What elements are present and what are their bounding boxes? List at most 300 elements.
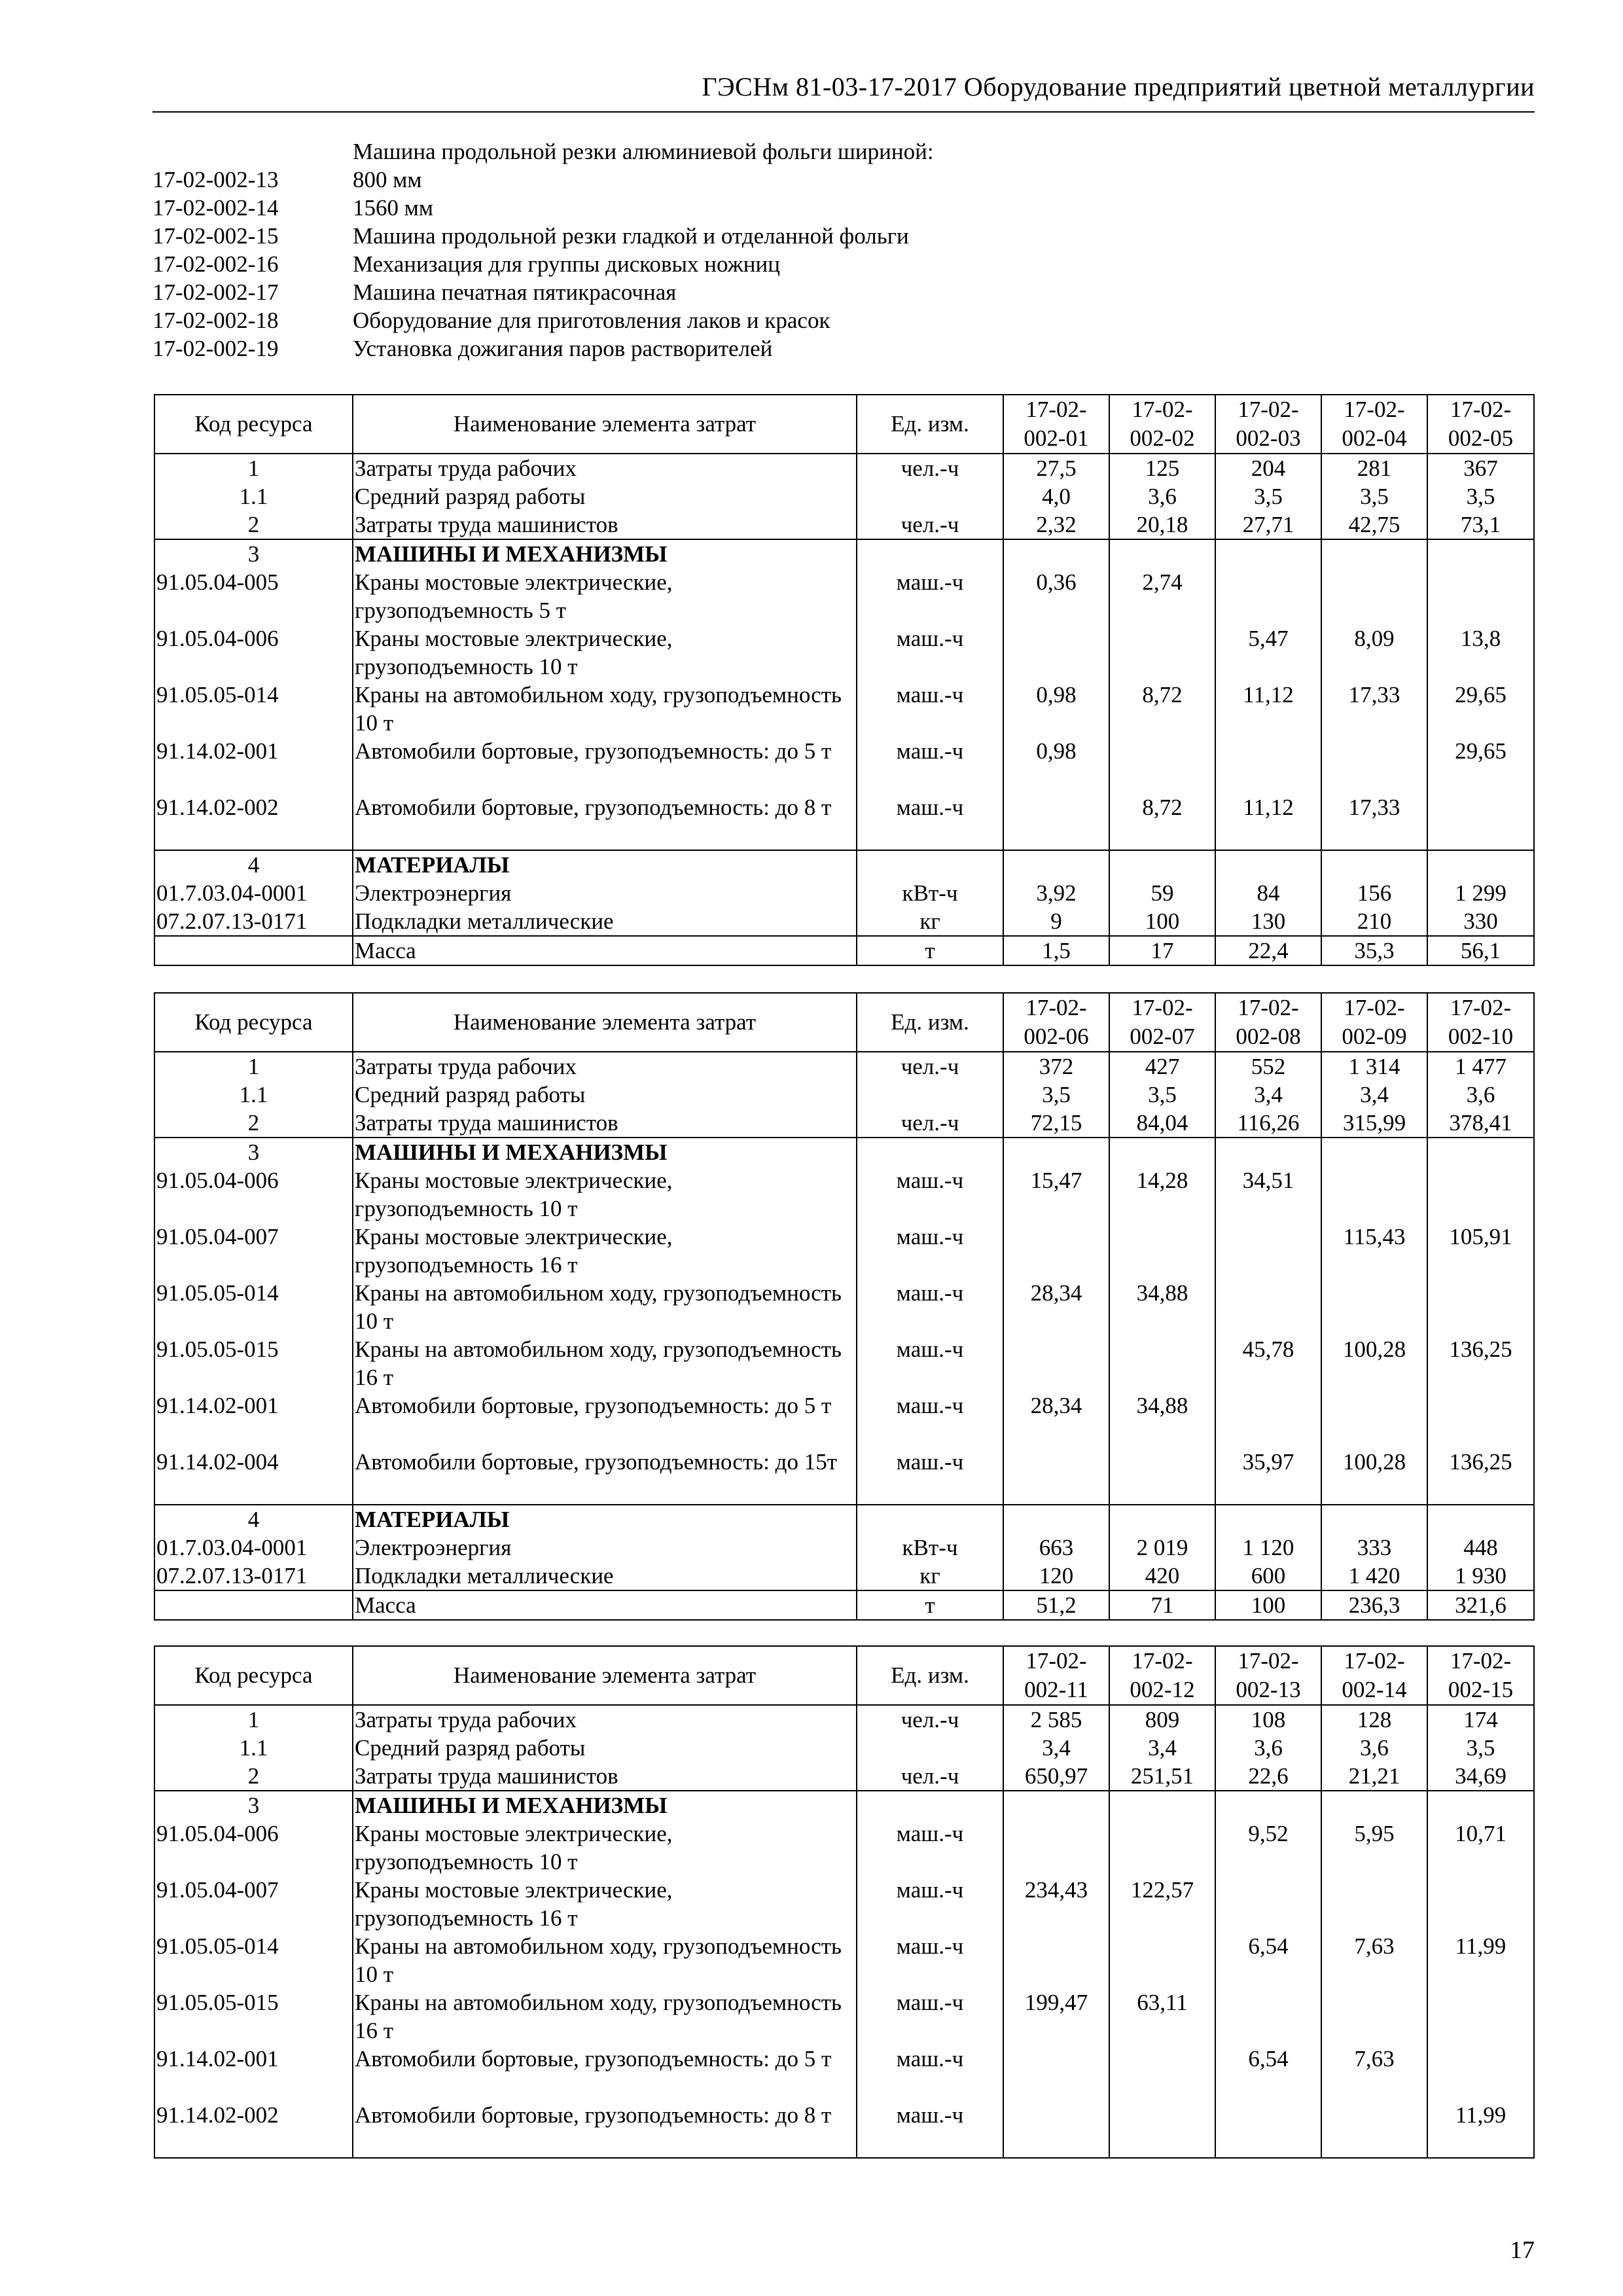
cell-name: Подкладки металлические [353, 1562, 857, 1590]
code-list-item [152, 250, 1334, 278]
cell-value [1109, 1448, 1215, 1505]
cell-value: 9 [1003, 907, 1109, 936]
cell-value: 3,5 [1215, 482, 1321, 511]
cell-value [1427, 1505, 1534, 1534]
cell-name: Автомобили бортовые, грузоподъемность: до 5 т [353, 737, 857, 793]
cell-unit [857, 539, 1003, 568]
cell-value: 72,15 [1003, 1109, 1109, 1138]
cell-value [1215, 568, 1321, 624]
cell-unit [857, 1791, 1003, 1820]
cell-unit: маш.-ч [857, 624, 1003, 681]
cell-value [1109, 1820, 1215, 1876]
cell-value: 27,5 [1003, 454, 1109, 482]
cell-value [1215, 1505, 1321, 1534]
cell-unit: маш.-ч [857, 1279, 1003, 1335]
cell-value: 100,28 [1321, 1448, 1427, 1505]
cell-value: 42,75 [1321, 511, 1427, 539]
page-header-title: ГЭСНм 81-03-17-2017 Оборудование предприятий цветной металлургии [702, 72, 1535, 101]
header-rate-code: 17-02- 002-14 [1321, 1646, 1427, 1705]
cell-value: 14,28 [1109, 1166, 1215, 1223]
cell-code: 3 [154, 539, 353, 568]
cell-unit: кг [857, 1562, 1003, 1590]
page-number [1510, 2236, 1535, 2265]
cell-unit: т [857, 1590, 1003, 1620]
cell-value [1321, 1391, 1427, 1448]
cell-value: 8,72 [1109, 793, 1215, 850]
cell-value [1109, 1791, 1215, 1820]
table-row [154, 936, 1534, 965]
cell-name: Средний разряд работы [353, 1734, 857, 1762]
cell-name: Затраты труда рабочих [353, 454, 857, 482]
cell-value [1109, 850, 1215, 879]
cell-value: 3,6 [1427, 1081, 1534, 1109]
cell-code: 91.05.05-014 [154, 681, 353, 737]
cell-code: 1 [154, 1052, 353, 1081]
cell-name: Автомобили бортовые, грузоподъемность: до 15т [353, 1448, 857, 1505]
cell-value: 27,71 [1215, 511, 1321, 539]
cell-value [1003, 1791, 1109, 1820]
cell-value [1003, 2101, 1109, 2158]
table-row [154, 1876, 1534, 1932]
header-rate-code: 17-02- 002-08 [1215, 993, 1321, 1052]
code-list-item [152, 166, 1334, 194]
cell-value: 125 [1109, 454, 1215, 482]
cell-name: Краны на автомобильном ходу, грузоподъемность 10 т [353, 1279, 857, 1335]
cell-code: 2 [154, 511, 353, 539]
header-rate-code: 17-02- 002-15 [1427, 1646, 1534, 1705]
cell-unit: маш.-ч [857, 2101, 1003, 2158]
cell-value: 100 [1215, 1590, 1321, 1620]
cell-value: 448 [1427, 1534, 1534, 1562]
cell-unit [857, 1734, 1003, 1762]
cell-value [1215, 1138, 1321, 1166]
cell-value: 8,72 [1109, 681, 1215, 737]
table-row [154, 1223, 1534, 1279]
cell-value: 21,21 [1321, 1762, 1427, 1791]
code-list-code: 17-02-002-13 [152, 167, 279, 192]
code-list-code: 17-02-002-19 [152, 336, 279, 361]
cell-value: 251,51 [1109, 1762, 1215, 1791]
cell-code: 91.05.04-006 [154, 1166, 353, 1223]
cell-code: 91.05.04-007 [154, 1223, 353, 1279]
cell-value [1215, 1391, 1321, 1448]
cell-value [1003, 624, 1109, 681]
cell-value: 45,78 [1215, 1335, 1321, 1391]
cell-value: 6,54 [1215, 2045, 1321, 2101]
cell-value [1109, 539, 1215, 568]
header-unit: Ед. изм. [857, 993, 1003, 1052]
code-list-item [152, 278, 1334, 306]
cell-unit: маш.-ч [857, 1820, 1003, 1876]
resource-table-3 [154, 1645, 1535, 2159]
cell-value [1321, 2101, 1427, 2158]
cell-unit: чел.-ч [857, 1052, 1003, 1081]
cell-value: 100,28 [1321, 1335, 1427, 1391]
cell-code: 4 [154, 850, 353, 879]
header-rate-code: 17-02- 002-04 [1321, 395, 1427, 454]
cell-unit: кВт-ч [857, 1534, 1003, 1562]
cell-value: 17 [1109, 936, 1215, 965]
cell-unit [857, 1081, 1003, 1109]
table-row [154, 681, 1534, 737]
cell-value [1427, 1876, 1534, 1932]
cell-value: 420 [1109, 1562, 1215, 1590]
code-list-code [152, 137, 353, 166]
cell-value: 63,11 [1109, 1988, 1215, 2045]
header-unit: Ед. изм. [857, 395, 1003, 454]
cell-code: 2 [154, 1762, 353, 1791]
table-row [154, 1791, 1534, 1820]
cell-code: 1.1 [154, 1081, 353, 1109]
cell-value [1003, 1932, 1109, 1988]
cell-value [1215, 1223, 1321, 1279]
cell-code: 07.2.07.13-0171 [154, 907, 353, 936]
cell-value: 34,88 [1109, 1279, 1215, 1335]
cell-value: 71 [1109, 1590, 1215, 1620]
cell-value: 7,63 [1321, 2045, 1427, 2101]
cell-value [1427, 793, 1534, 850]
cell-value [1215, 2101, 1321, 2158]
cell-unit: чел.-ч [857, 1762, 1003, 1791]
cell-unit: кг [857, 907, 1003, 936]
cell-value [1215, 737, 1321, 793]
table-row [154, 1448, 1534, 1505]
cell-value [1427, 539, 1534, 568]
cell-value: 29,65 [1427, 737, 1534, 793]
cell-value [1109, 1505, 1215, 1534]
cell-code: 91.14.02-002 [154, 2101, 353, 2158]
table-row [154, 1391, 1534, 1448]
cell-name: Краны на автомобильном ходу, грузоподъемность 10 т [353, 1932, 857, 1988]
table-row [154, 1762, 1534, 1791]
cell-unit: чел.-ч [857, 1705, 1003, 1734]
cell-value: 5,95 [1321, 1820, 1427, 1876]
cell-value [1321, 1505, 1427, 1534]
cell-value: 128 [1321, 1705, 1427, 1734]
cell-value: 136,25 [1427, 1335, 1534, 1391]
code-list-code: 17-02-002-18 [152, 308, 279, 333]
header-rate-code: 17-02- 002-06 [1003, 993, 1109, 1052]
cell-code: 01.7.03.04-0001 [154, 1534, 353, 1562]
cell-value: 367 [1427, 454, 1534, 482]
cell-code: 1 [154, 454, 353, 482]
cell-value [1003, 1138, 1109, 1166]
cell-unit: маш.-ч [857, 1988, 1003, 2045]
header-rate-code: 17-02- 002-02 [1109, 395, 1215, 454]
cell-value [1427, 1791, 1534, 1820]
cell-name: Автомобили бортовые, грузоподъемность: до 5 т [353, 1391, 857, 1448]
cell-name: Краны на автомобильном ходу, грузоподъемность 16 т [353, 1988, 857, 2045]
header-name: Наименование элемента затрат [353, 395, 857, 454]
cell-value: 11,99 [1427, 1932, 1534, 1988]
header-rate-code: 17-02- 002-09 [1321, 993, 1427, 1052]
cell-code: 91.14.02-002 [154, 793, 353, 850]
cell-value: 15,47 [1003, 1166, 1109, 1223]
cell-code: 3 [154, 1791, 353, 1820]
cell-value: 20,18 [1109, 511, 1215, 539]
cell-value [1321, 1166, 1427, 1223]
code-list-text: Машина печатная пятикрасочная [353, 279, 677, 305]
cell-unit: маш.-ч [857, 737, 1003, 793]
page-number-text: 17 [1510, 2236, 1535, 2264]
table-row [154, 1335, 1534, 1391]
table-row [154, 850, 1534, 879]
cell-value: 378,41 [1427, 1109, 1534, 1138]
cell-value: 29,65 [1427, 681, 1534, 737]
cell-name: Краны мостовые электрические, грузоподъемность 16 т [353, 1876, 857, 1932]
table-row [154, 737, 1534, 793]
cell-unit: чел.-ч [857, 511, 1003, 539]
cell-value [1427, 2045, 1534, 2101]
cell-name: Затраты труда машинистов [353, 1109, 857, 1138]
table-row [154, 1590, 1534, 1620]
cell-code: 91.05.05-015 [154, 1335, 353, 1391]
cell-value: 2,32 [1003, 511, 1109, 539]
cell-value: 2,74 [1109, 568, 1215, 624]
cell-value: 3,6 [1215, 1734, 1321, 1762]
cell-value [1109, 1223, 1215, 1279]
cell-value [1003, 1820, 1109, 1876]
cell-value: 1,5 [1003, 936, 1109, 965]
table-row [154, 539, 1534, 568]
cell-name: Средний разряд работы [353, 482, 857, 511]
cell-value: 84 [1215, 879, 1321, 907]
cell-value: 34,69 [1427, 1762, 1534, 1791]
cell-value: 1 120 [1215, 1534, 1321, 1562]
cell-value [1427, 568, 1534, 624]
header-code: Код ресурса [154, 395, 353, 454]
cell-value [1321, 737, 1427, 793]
cell-value: 11,12 [1215, 793, 1321, 850]
cell-name: Автомобили бортовые, грузоподъемность: до 8 т [353, 793, 857, 850]
cell-code: 91.14.02-004 [154, 1448, 353, 1505]
header-rate-code: 17-02- 002-01 [1003, 395, 1109, 454]
cell-value: 650,97 [1003, 1762, 1109, 1791]
cell-value: 130 [1215, 907, 1321, 936]
cell-value: 84,04 [1109, 1109, 1215, 1138]
code-list [152, 137, 1334, 363]
table-row [154, 624, 1534, 681]
cell-unit [857, 1505, 1003, 1534]
cell-value [1109, 2101, 1215, 2158]
cell-value [1321, 850, 1427, 879]
code-list-text: Установка дожигания паров растворителей [353, 336, 773, 361]
cell-unit [857, 1138, 1003, 1166]
cell-code: 91.05.05-015 [154, 1988, 353, 2045]
cell-value: 663 [1003, 1534, 1109, 1562]
cell-unit: чел.-ч [857, 454, 1003, 482]
cell-unit: маш.-ч [857, 1223, 1003, 1279]
cell-value: 204 [1215, 454, 1321, 482]
cell-value: 8,09 [1321, 624, 1427, 681]
cell-code: 91.05.04-005 [154, 568, 353, 624]
cell-value: 315,99 [1321, 1109, 1427, 1138]
cell-value: 28,34 [1003, 1391, 1109, 1448]
cell-code: 91.05.05-014 [154, 1932, 353, 1988]
cell-unit: т [857, 936, 1003, 965]
cell-value: 1 314 [1321, 1052, 1427, 1081]
cell-name: Краны мостовые электрические, грузоподъемность 16 т [353, 1223, 857, 1279]
code-list-item [152, 306, 1334, 334]
cell-name: Краны мостовые электрические, грузоподъемность 10 т [353, 1820, 857, 1876]
cell-value [1215, 1791, 1321, 1820]
code-list-text: Машина продольной резки гладкой и отделанной фольги [353, 223, 909, 249]
cell-value: 3,92 [1003, 879, 1109, 907]
code-list-text: Машина продольной резки алюминиевой фольги шириной: [353, 139, 934, 164]
cell-name: Электроэнергия [353, 879, 857, 907]
cell-value: 115,43 [1321, 1223, 1427, 1279]
cell-value: 73,1 [1427, 511, 1534, 539]
cell-name: Подкладки металлические [353, 907, 857, 936]
cell-value: 3,4 [1003, 1734, 1109, 1762]
cell-code: 2 [154, 1109, 353, 1138]
cell-value: 174 [1427, 1705, 1534, 1734]
cell-unit: кВт-ч [857, 879, 1003, 907]
table-row [154, 511, 1534, 539]
code-list-item [152, 334, 1334, 363]
header-unit: Ед. изм. [857, 1646, 1003, 1705]
header-rate-code: 17-02- 002-12 [1109, 1646, 1215, 1705]
cell-unit: маш.-ч [857, 1876, 1003, 1932]
cell-value: 3,5 [1321, 482, 1427, 511]
cell-code: 91.05.04-006 [154, 1820, 353, 1876]
table-row [154, 1505, 1534, 1534]
cell-value: 234,43 [1003, 1876, 1109, 1932]
header-rate-code: 17-02- 002-03 [1215, 395, 1321, 454]
table-row [154, 1109, 1534, 1138]
table-row [154, 1705, 1534, 1734]
cell-value: 10,71 [1427, 1820, 1534, 1876]
cell-value [1321, 1876, 1427, 1932]
cell-value [1003, 850, 1109, 879]
cell-name: Затраты труда машинистов [353, 1762, 857, 1791]
header-rate-code: 17-02- 002-11 [1003, 1646, 1109, 1705]
page-header [152, 71, 1535, 113]
cell-code: 01.7.03.04-0001 [154, 879, 353, 907]
code-list-item [152, 137, 1334, 166]
cell-code: 91.05.05-014 [154, 1279, 353, 1335]
cell-value: 11,12 [1215, 681, 1321, 737]
code-list-code: 17-02-002-15 [152, 223, 279, 249]
cell-code: 1.1 [154, 1734, 353, 1762]
cell-value [1215, 539, 1321, 568]
cell-value: 1 420 [1321, 1562, 1427, 1590]
header-rate-code: 17-02- 002-10 [1427, 993, 1534, 1052]
cell-name: Средний разряд работы [353, 1081, 857, 1109]
cell-value [1427, 1279, 1534, 1335]
cell-name: Автомобили бортовые, грузоподъемность: до 5 т [353, 2045, 857, 2101]
cell-value: 34,88 [1109, 1391, 1215, 1448]
cell-name: Краны мостовые электрические, грузоподъемность 10 т [353, 624, 857, 681]
cell-value: 7,63 [1321, 1932, 1427, 1988]
code-list-code: 17-02-002-14 [152, 195, 279, 221]
cell-value: 136,25 [1427, 1448, 1534, 1505]
table-header-row [154, 1646, 1534, 1705]
cell-name: Краны мостовые электрические, грузоподъемность 10 т [353, 1166, 857, 1223]
cell-code [154, 1590, 353, 1620]
cell-value: 199,47 [1003, 1988, 1109, 2045]
cell-unit: маш.-ч [857, 568, 1003, 624]
cell-code [154, 936, 353, 965]
cell-value: 22,6 [1215, 1762, 1321, 1791]
cell-name: Электроэнергия [353, 1534, 857, 1562]
cell-unit: маш.-ч [857, 1448, 1003, 1505]
cell-code: 91.14.02-001 [154, 737, 353, 793]
cell-unit: чел.-ч [857, 1109, 1003, 1138]
cell-value: 281 [1321, 454, 1427, 482]
cell-value [1321, 1791, 1427, 1820]
cell-value: 3,5 [1427, 482, 1534, 511]
cell-value: 3,5 [1003, 1081, 1109, 1109]
cell-value: 552 [1215, 1052, 1321, 1081]
cell-unit [857, 482, 1003, 511]
cell-value [1427, 1166, 1534, 1223]
cell-value: 1 930 [1427, 1562, 1534, 1590]
resource-table-2 [154, 992, 1535, 1621]
cell-value: 35,3 [1321, 936, 1427, 965]
cell-value [1321, 1279, 1427, 1335]
code-list-text: Механизация для группы дисковых ножниц [353, 251, 781, 277]
cell-value: 59 [1109, 879, 1215, 907]
cell-value: 0,98 [1003, 681, 1109, 737]
cell-value: 330 [1427, 907, 1534, 936]
cell-code: 1 [154, 1705, 353, 1734]
table-row [154, 2101, 1534, 2158]
cell-value: 35,97 [1215, 1448, 1321, 1505]
cell-value: 17,33 [1321, 681, 1427, 737]
cell-name: Затраты труда рабочих [353, 1705, 857, 1734]
cell-name: Краны на автомобильном ходу, грузоподъемность 16 т [353, 1335, 857, 1391]
cell-value [1003, 1223, 1109, 1279]
cell-code: 07.2.07.13-0171 [154, 1562, 353, 1590]
cell-code: 91.14.02-001 [154, 1391, 353, 1448]
cell-value [1109, 1335, 1215, 1391]
cell-unit [857, 850, 1003, 879]
cell-value [1321, 1138, 1427, 1166]
table-row [154, 1052, 1534, 1081]
table-row [154, 907, 1534, 936]
cell-value: 333 [1321, 1534, 1427, 1562]
cell-unit: маш.-ч [857, 1335, 1003, 1391]
code-list-item [152, 222, 1334, 250]
cell-value: 809 [1109, 1705, 1215, 1734]
cell-name: МАТЕРИАЛЫ [353, 850, 857, 879]
cell-value: 17,33 [1321, 793, 1427, 850]
cell-value: 372 [1003, 1052, 1109, 1081]
cell-value: 600 [1215, 1562, 1321, 1590]
cell-name: Краны на автомобильном ходу, грузоподъемность 10 т [353, 681, 857, 737]
table-row [154, 1534, 1534, 1562]
code-list-text: Оборудование для приготовления лаков и красок [353, 308, 830, 333]
cell-name: Автомобили бортовые, грузоподъемность: до 8 т [353, 2101, 857, 2158]
cell-value: 1 299 [1427, 879, 1534, 907]
table-row [154, 1932, 1534, 1988]
code-list-code: 17-02-002-17 [152, 279, 279, 305]
code-list-code: 17-02-002-16 [152, 251, 279, 277]
cell-unit: маш.-ч [857, 1391, 1003, 1448]
cell-value: 108 [1215, 1705, 1321, 1734]
cell-value: 3,6 [1321, 1734, 1427, 1762]
cell-value: 22,4 [1215, 936, 1321, 965]
cell-code: 4 [154, 1505, 353, 1534]
cell-value: 427 [1109, 1052, 1215, 1081]
cell-value [1321, 568, 1427, 624]
cell-unit: маш.-ч [857, 2045, 1003, 2101]
cell-value: 0,98 [1003, 737, 1109, 793]
cell-value: 100 [1109, 907, 1215, 936]
table-row [154, 1279, 1534, 1335]
cell-value: 3,4 [1321, 1081, 1427, 1109]
